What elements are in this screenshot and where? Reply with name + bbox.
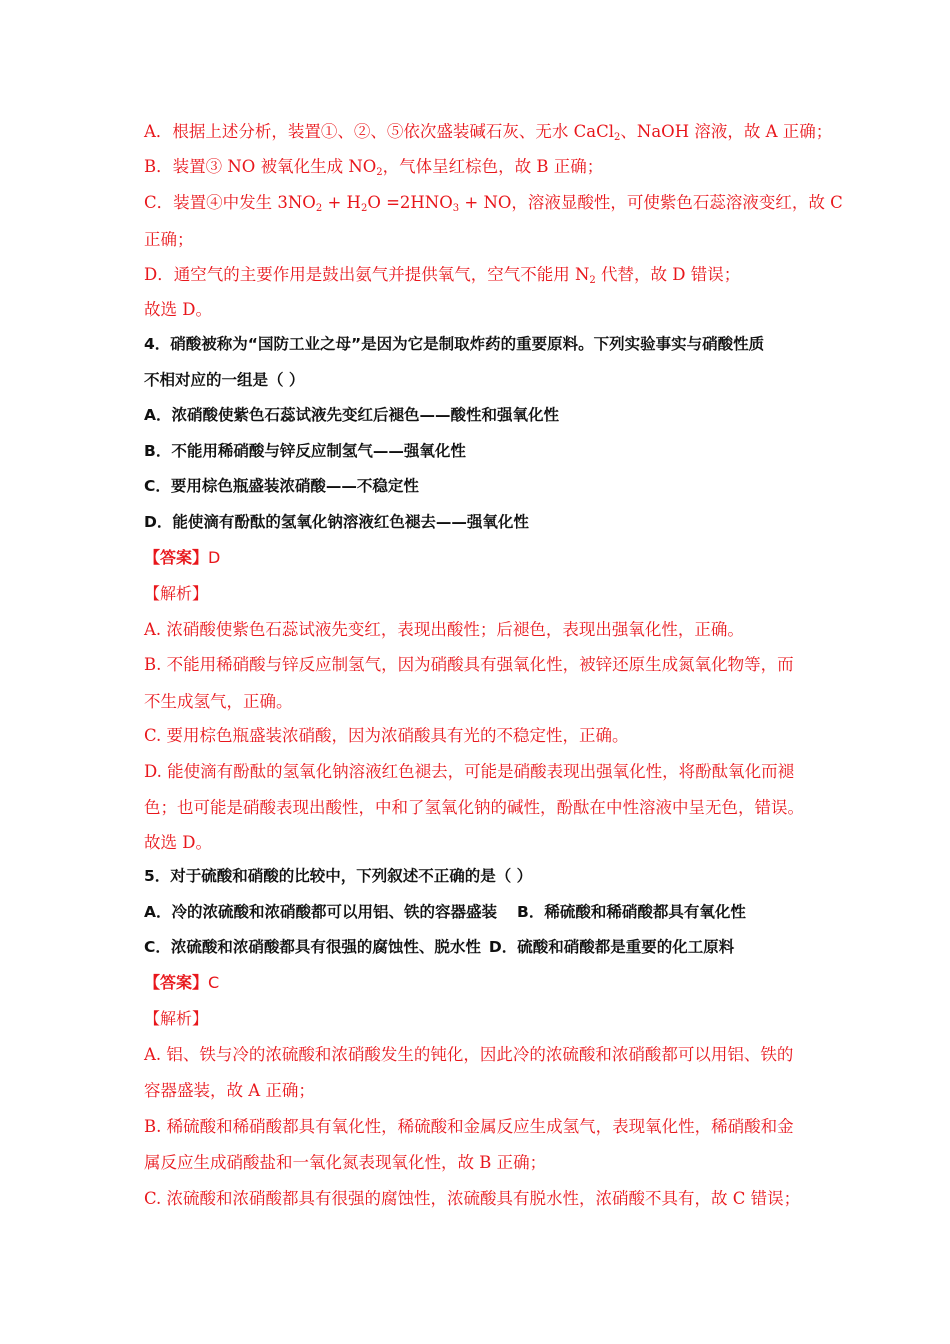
q4-option-c: C．要用棕色瓶盛装浓硝酸——不稳定性 xyxy=(144,477,419,495)
q4-analysis-label: 【解析】 xyxy=(144,584,209,603)
prev-analysis-option-d: D．通空气的主要作用是鼓出氨气并提供氧气，空气不能用 $N_2$ 代替，故 D 错误； xyxy=(144,265,741,286)
q4-option-b: B．不能用稀硝酸与锌反应制氢气——强氧化性 xyxy=(144,442,466,460)
q4-analysis-line: 不生成氢气，正确。 xyxy=(144,692,293,711)
q5-analysis-line: B. 稀硫酸和稀硝酸都具有氧化性，稀硫酸和金属反应生成氢气，表现氧化性，稀硝酸和金 xyxy=(144,1117,794,1136)
prev-analysis-option-c: C．装置④中发生 $3NO_2 + H_2O =2HNO_3$ + NO，溶液显酸性，可使紫色石蕊溶液变红，故 C xyxy=(144,193,843,214)
q5-analysis-line: A. 铝、铁与冷的浓硫酸和浓硝酸发生的钝化，因此冷的浓硫酸和浓硝酸都可以用铝、铁的 xyxy=(144,1045,794,1064)
q5-stem: 5．对于硫酸和硝酸的比较中，下列叙述不正确的是（ ） xyxy=(144,867,533,885)
q5-options-row2: C．浓硫酸和浓硝酸都具有很强的腐蚀性、脱水性 D．硫酸和硝酸都是重要的化工原料 xyxy=(144,938,735,956)
q4-analysis-line: A. 浓硝酸使紫色石蕊试液先变红，表现出酸性；后褪色，表现出强氧化性，正确。 xyxy=(144,620,744,639)
q4-option-a: A．浓硝酸使紫色石蕊试液先变红后褪色——酸性和强氧化性 xyxy=(144,406,559,424)
q5-options-row1: A．冷的浓硫酸和浓硝酸都可以用铝、铁的容器盛装 B．稀硫酸和稀硝酸都具有氧化性 xyxy=(144,903,746,921)
q4-option-d: D．能使滴有酚酞的氢氧化钠溶液红色褪去——强氧化性 xyxy=(144,513,529,531)
prev-analysis-option-c-cont: 正确； xyxy=(144,230,194,249)
q5-analysis-line: 属反应生成硝酸盐和一氧化氮表现氧化性，故 B 正确； xyxy=(144,1153,547,1172)
q5-answer: 【答案】C xyxy=(144,973,220,992)
q5-analysis-label: 【解析】 xyxy=(144,1009,209,1028)
prev-analysis-conclusion: 故选 D。 xyxy=(144,300,212,319)
q5-analysis-line: 容器盛装，故 A 正确； xyxy=(144,1081,315,1100)
q4-analysis-line: C. 要用棕色瓶盛装浓硝酸，因为浓硝酸具有光的不稳定性，正确。 xyxy=(144,726,629,745)
q4-analysis-conclusion: 故选 D。 xyxy=(144,833,212,852)
q4-answer: 【答案】D xyxy=(144,548,221,567)
q4-stem-line1: 4．硝酸被称为“国防工业之母”是因为它是制取炸药的重要原料。下列实验事实与硝酸性质 xyxy=(144,335,765,353)
q5-analysis-line: C. 浓硫酸和浓硝酸都具有很强的腐蚀性，浓硫酸具有脱水性，浓硝酸不具有，故 C 错误； xyxy=(144,1189,801,1208)
prev-analysis-option-a: A．根据上述分析，装置①、②、⑤依次盛装碱石灰、无水 CaCl$_2$、NaOH 溶液，故 A 正确； xyxy=(144,122,833,143)
q4-analysis-line: 色；也可能是硝酸表现出酸性，中和了氢氧化钠的碱性，酚酞在中性溶液中呈无色，错误。 xyxy=(144,798,804,817)
q4-analysis-line: D. 能使滴有酚酞的氢氧化钠溶液红色褪去，可能是硝酸表现出强氧化性，将酚酞氧化而褪 xyxy=(144,762,795,781)
q4-analysis-line: B. 不能用稀硝酸与锌反应制氢气，因为硝酸具有强氧化性，被锌还原生成氮氧化物等，而 xyxy=(144,655,794,674)
prev-analysis-option-b: B．装置③ NO 被氧化生成 $NO_2$，气体呈红棕色，故 B 正确； xyxy=(144,157,604,178)
q4-stem-line2: 不相对应的一组是（ ） xyxy=(144,371,305,389)
